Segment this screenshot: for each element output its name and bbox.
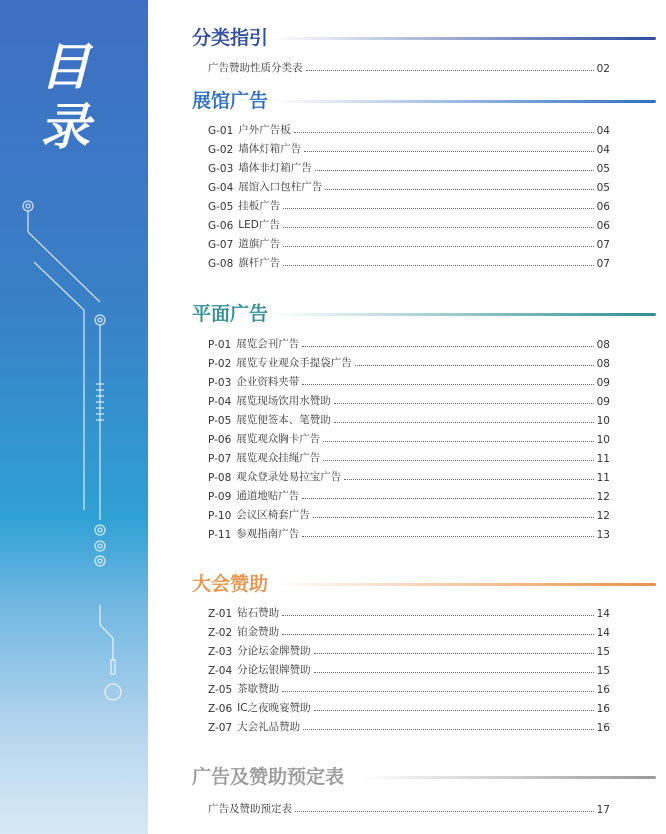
dot-leader [283, 246, 593, 247]
entry-label: 展览便签本、笔赞助 [236, 414, 331, 426]
entry-code: P-09 [208, 491, 232, 503]
entry-code: G-06 [208, 220, 234, 232]
entry-code: G-03 [208, 163, 234, 175]
entry-code: Z-01 [208, 608, 233, 620]
entry-page: 15 [596, 665, 610, 677]
entry-code: Z-07 [208, 722, 233, 734]
entry-label: 分论坛金牌赞助 [237, 645, 311, 657]
section-title: 分类指引 [192, 27, 269, 49]
entry-code: Z-02 [208, 627, 233, 639]
entry-code: P-04 [208, 396, 232, 408]
entry-code: Z-03 [208, 646, 233, 658]
dot-leader [323, 460, 593, 461]
entry-page: 12 [596, 510, 610, 522]
entry-code: P-10 [208, 510, 232, 522]
entry-label: 广告赞助性质分类表 [208, 62, 303, 74]
entry-code: P-06 [208, 434, 232, 446]
toc-entry[interactable] [208, 658, 610, 677]
dot-leader [314, 672, 594, 673]
sidebar [0, 0, 148, 834]
dot-leader [303, 729, 593, 730]
dot-leader [282, 615, 593, 616]
dot-leader [302, 346, 593, 347]
section-title: 展馆广告 [192, 90, 269, 112]
entry-page: 02 [596, 63, 610, 75]
toc-entry[interactable] [208, 118, 610, 137]
sidebar-title-char-1: 目 [40, 38, 90, 96]
toc-entry[interactable] [208, 677, 610, 696]
entry-page: 15 [596, 646, 610, 658]
entry-label: 钻石赞助 [237, 607, 280, 619]
section-divider [272, 583, 656, 586]
entry-page: 04 [596, 144, 610, 156]
entry-code: Z-06 [208, 703, 233, 715]
dot-leader [314, 653, 594, 654]
entry-page: 09 [596, 377, 610, 389]
toc-entry[interactable] [208, 213, 610, 232]
entry-label: 展览观众胸卡广告 [236, 433, 321, 445]
dot-leader [315, 170, 594, 171]
toc-entry[interactable] [208, 332, 610, 351]
entry-label: 广告及赞助预定表 [208, 803, 292, 815]
entry-label: LED广告 [238, 219, 280, 231]
entry-label: 展览专业观众手提袋广告 [236, 357, 352, 369]
entry-label: 展览观众挂绳广告 [236, 452, 321, 464]
entry-code: Z-05 [208, 684, 233, 696]
section-header-booking-form [192, 763, 642, 791]
dot-leader [325, 189, 593, 190]
toc-entry[interactable] [208, 389, 610, 408]
toc-entry[interactable] [208, 465, 610, 484]
toc-entry[interactable] [208, 620, 610, 639]
toc-entry[interactable] [208, 232, 610, 251]
entry-label: 参观指南广告 [236, 528, 300, 540]
toc-entry[interactable] [208, 370, 610, 389]
entry-page: 07 [596, 239, 610, 251]
section-header-print-ads [192, 300, 642, 328]
entry-page: 17 [596, 804, 610, 816]
toc-entry[interactable] [208, 427, 610, 446]
toc-entry[interactable] [208, 408, 610, 427]
entry-page: 06 [596, 220, 610, 232]
entry-page: 11 [596, 453, 610, 465]
entry-page: 07 [596, 258, 610, 270]
dot-leader [295, 811, 594, 812]
entry-label: 户外广告板 [238, 124, 291, 136]
entry-page: 13 [596, 529, 610, 541]
table-of-contents [148, 0, 666, 834]
entry-page: 08 [596, 358, 610, 370]
entry-label: 铂金赞助 [237, 626, 280, 638]
entry-page: 14 [596, 627, 610, 639]
dot-leader [302, 498, 593, 499]
dot-leader [334, 422, 594, 423]
entry-label: 展馆入口包柱广告 [238, 181, 323, 193]
entry-label: 挂板广告 [238, 200, 281, 212]
section-title: 大会赞助 [192, 573, 269, 595]
entry-code: G-01 [208, 125, 234, 137]
dot-leader [282, 634, 593, 635]
entry-code: P-01 [208, 339, 232, 351]
dot-leader [283, 265, 593, 266]
entry-page: 10 [596, 415, 610, 427]
toc-entry[interactable] [208, 503, 610, 522]
toc-entry[interactable] [208, 522, 610, 541]
toc-entry[interactable] [208, 137, 610, 156]
toc-entry[interactable] [208, 484, 610, 503]
entry-label: 墙体灯箱广告 [238, 143, 302, 155]
entry-code: G-04 [208, 182, 234, 194]
entry-page: 12 [596, 491, 610, 503]
dot-leader [283, 208, 593, 209]
dot-leader [283, 227, 594, 228]
entry-label: 会议区椅套广告 [236, 509, 310, 521]
dot-leader [306, 70, 594, 71]
entry-page: 09 [596, 396, 610, 408]
section-header-category-guide [192, 24, 642, 52]
entry-code: P-02 [208, 358, 232, 370]
dot-leader [344, 479, 593, 480]
entry-code: P-11 [208, 529, 232, 541]
toc-entry[interactable] [208, 351, 610, 370]
entry-code: G-08 [208, 258, 234, 270]
entry-code: P-03 [208, 377, 232, 389]
section-title: 广告及赞助预定表 [192, 766, 345, 788]
entry-label: 旗杆广告 [238, 257, 281, 269]
section-divider [360, 776, 656, 779]
entry-label: 墙体非灯箱广告 [238, 162, 312, 174]
entry-page: 16 [596, 703, 610, 715]
toc-entry[interactable] [208, 696, 610, 715]
entry-page: 16 [596, 684, 610, 696]
dot-leader [302, 384, 593, 385]
entry-label: 大会礼品赞助 [237, 721, 301, 733]
dot-leader [355, 365, 594, 366]
dot-leader [282, 691, 593, 692]
dot-leader [304, 151, 593, 152]
toc-entry[interactable] [208, 601, 610, 620]
entry-label: 展览会刊广告 [236, 338, 300, 350]
entry-page: 05 [596, 182, 610, 194]
dot-leader [334, 403, 594, 404]
section-divider [272, 37, 656, 40]
section-header-hall-ads [192, 87, 642, 115]
dot-leader [302, 536, 593, 537]
section-header-conference-sponsorship [192, 570, 642, 598]
entry-page: 14 [596, 608, 610, 620]
entry-code: G-02 [208, 144, 234, 156]
toc-entry[interactable] [208, 175, 610, 194]
dot-leader [313, 517, 594, 518]
circuit-decoration [0, 0, 148, 834]
toc-entry[interactable] [208, 715, 610, 734]
dot-leader [314, 710, 594, 711]
toc-entry[interactable] [208, 194, 610, 213]
toc-entry[interactable] [208, 251, 610, 270]
entry-code: P-07 [208, 453, 232, 465]
entry-code: Z-04 [208, 665, 233, 677]
entry-page: 08 [596, 339, 610, 351]
entry-page: 05 [596, 163, 610, 175]
sidebar-title-char-2: 录 [40, 98, 90, 156]
entry-label: 展览现场饮用水赞助 [236, 395, 331, 407]
toc-entry[interactable] [208, 639, 610, 658]
entry-code: G-05 [208, 201, 234, 213]
entry-page: 16 [596, 722, 610, 734]
entry-page: 10 [596, 434, 610, 446]
entry-page: 11 [596, 472, 610, 484]
entry-label: 道旗广告 [238, 238, 281, 250]
toc-entry[interactable] [208, 797, 610, 816]
entry-label: 茶歇赞助 [237, 683, 280, 695]
entry-code: P-05 [208, 415, 232, 427]
entry-label: 通道地贴广告 [236, 490, 300, 502]
toc-entry[interactable] [208, 56, 610, 75]
entry-label: IC之夜晚宴赞助 [237, 702, 311, 714]
entry-label: 分论坛银牌赞助 [237, 664, 311, 676]
entry-code: G-07 [208, 239, 234, 251]
section-title: 平面广告 [192, 303, 269, 325]
section-divider [272, 313, 656, 316]
entry-code: P-08 [208, 472, 232, 484]
entry-label: 观众登录处易拉宝广告 [236, 471, 342, 483]
toc-entry[interactable] [208, 156, 610, 175]
toc-entry[interactable] [208, 446, 610, 465]
dot-leader [323, 441, 593, 442]
dot-leader [294, 132, 594, 133]
entry-page: 04 [596, 125, 610, 137]
entry-page: 06 [596, 201, 610, 213]
section-divider [272, 100, 656, 103]
entry-label: 企业资料夹带 [236, 376, 300, 388]
